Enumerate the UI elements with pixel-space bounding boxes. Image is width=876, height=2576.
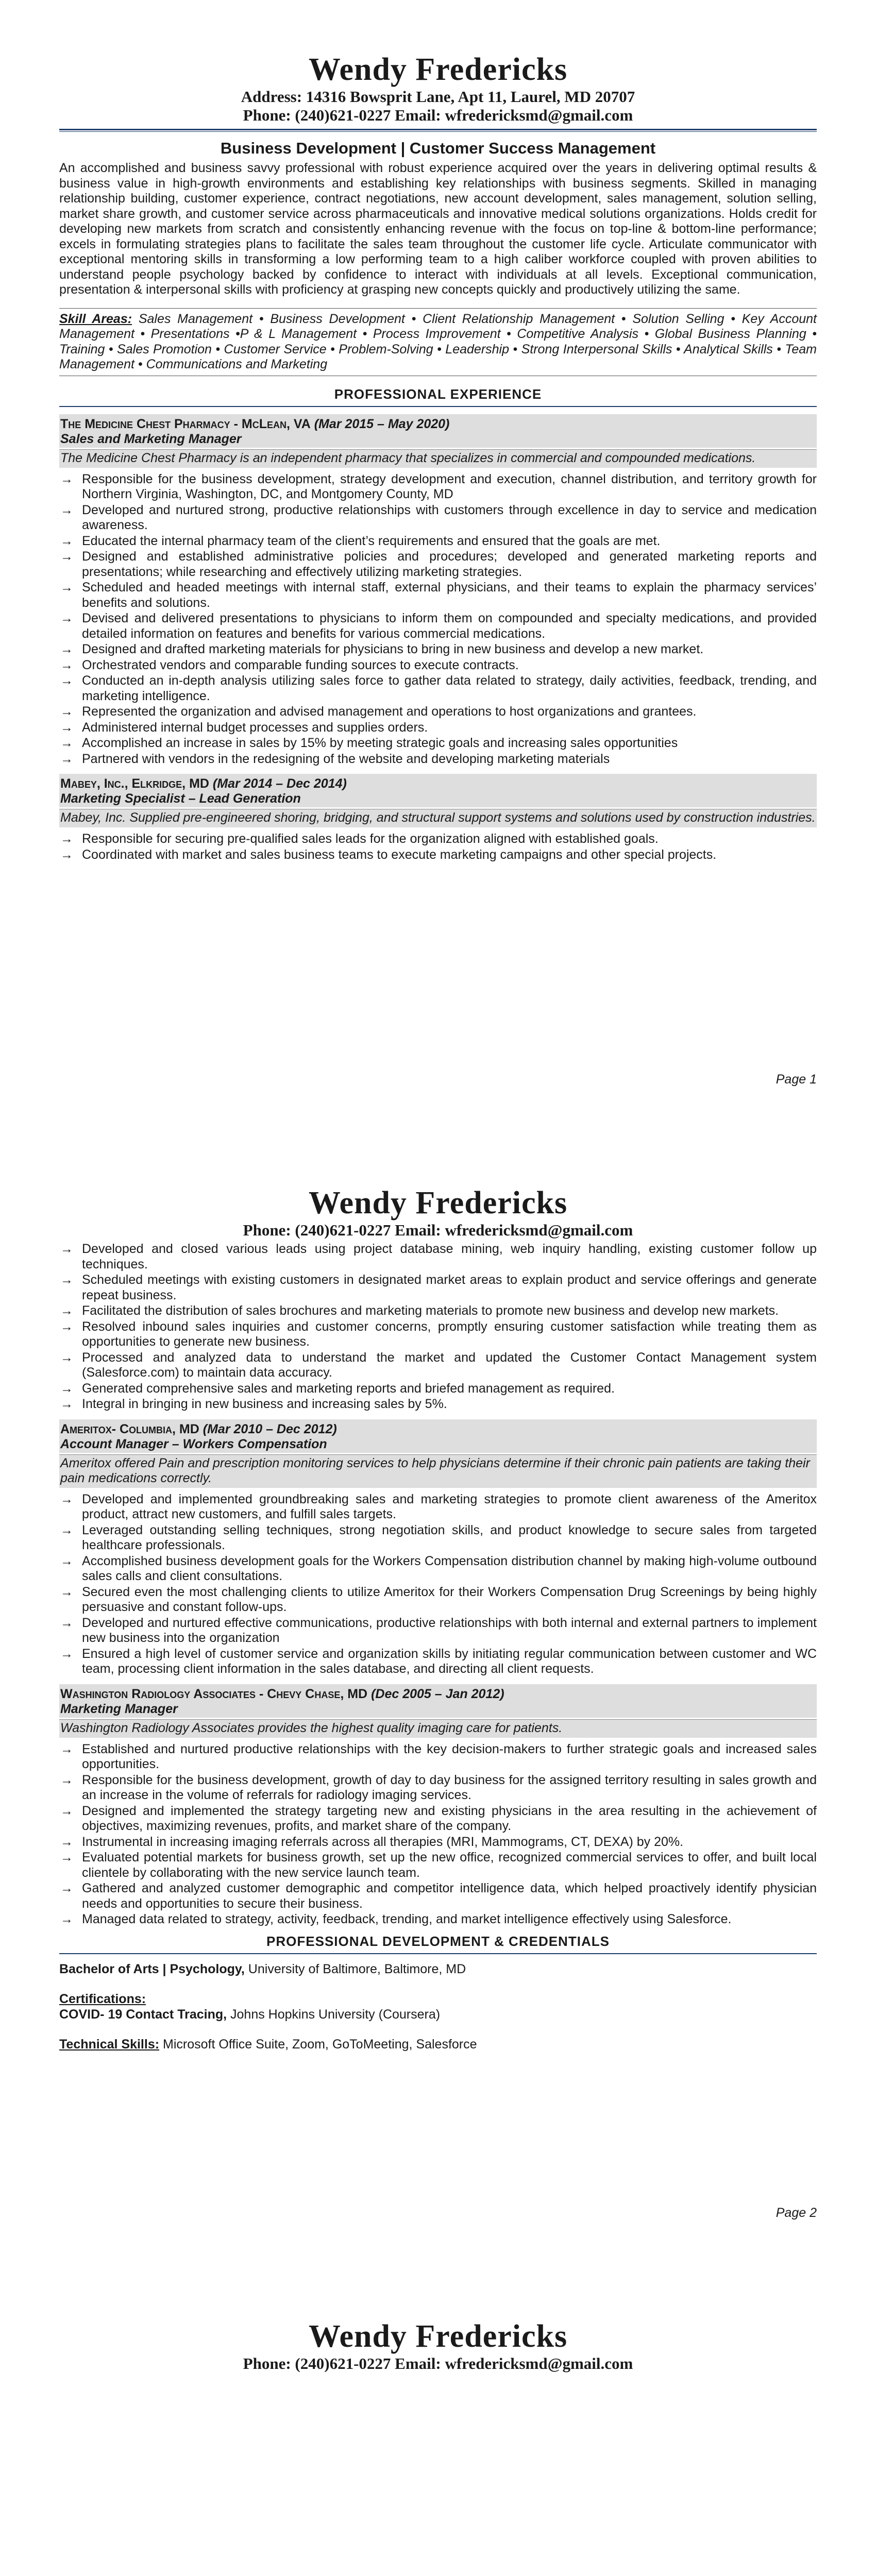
list-item: → Evaluated potential markets for business growth, set up the new office, recognized commercial services to offer, and built local clientele by collaborating with the new service launch team. [60,1850,817,1880]
job-entry [59,774,817,862]
arrow-icon: → [60,832,73,846]
job-header [59,1684,817,1718]
arrow-icon: → [60,1553,73,1568]
list-item: → Partnered with vendors in the redesigning of the website and developing marketing materials [60,751,610,766]
arrow-icon: → [60,502,73,517]
contact-line: Phone: (240)621-0227 Email: wfredericksmd@gmail.com [243,2354,633,2372]
list-item: → Facilitated the distribution of sales brochures and marketing materials to promote new business and develop new markets. [60,1303,779,1318]
arrow-icon: → [60,1319,73,1334]
list-item: → Designed and established administrative policies and procedures; developed and generated marketing reports and presentations; while researching and effectively utilizing marketing strategies. [60,549,817,579]
job-description: Ameritox offered Pain and prescription monitoring services to help physicians determine if their chronic pain patients are taking their pain medications correctly. [59,1454,817,1488]
skill-areas [59,308,817,376]
list-item: → Leveraged outstanding selling techniques, strong negotiation skills, and product knowledge to secure sales from targeted healthcare professionals. [60,1522,817,1552]
job-header [59,1419,817,1453]
list-item: → Gathered and analyzed customer demographic and competitor intelligence data, which helped proactively identify physician needs and opportunities to secure their business. [60,1881,817,1911]
job-company: Ameritox- Columbia, MD [60,1421,199,1436]
arrow-icon: → [60,1303,73,1318]
credentials-title: PROFESSIONAL DEVELOPMENT & CREDENTIALS [266,1933,610,1949]
job-title: Marketing Manager [60,1701,178,1716]
list-item: → Represented the organization and advised management and operations to host organizations and grantees. [60,704,697,719]
arrow-icon: → [60,1350,73,1365]
job-bullets [59,472,817,767]
job-dates: (Mar 2014 – Dec 2014) [212,776,347,791]
arrow-icon: → [60,611,73,625]
candidate-name: Wendy Fredericks [308,52,568,87]
list-item: → Processed and analyzed data to understand the market and updated the Customer Contact Management system (Salesforce.com) to maintain data accuracy. [60,1350,817,1380]
job-title: Marketing Specialist – Lead Generation [60,791,301,806]
page-3 [0,2267,876,2576]
candidate-name: Wendy Fredericks [308,2319,568,2354]
list-item: → Responsible for the business development, growth of day to day business for the assigned territory resulting in sales growth and an increase in the volume of referrals for radiology imaging services. [60,1772,817,1802]
page-2 [0,1133,876,2267]
skill-areas-text: Sales Management • Business Development • Client Relationship Management • Solution Selling • Key Account Management • Presentations •P & L Management • Process Improvement • Competitive Analysis • Global Business Planning • Training • Sales Promotion • Customer Service • Problem-Solving • Leadership • Strong Interpersonal Skills • Analytical Skills • Team Management • Communications and Marketing [59,311,817,371]
arrow-icon: → [60,533,73,548]
job-company: Washington Radiology Associates - Chevy Chase, MD [60,1686,368,1701]
job-description: Mabey, Inc. Supplied pre-engineered shoring, bridging, and structural support systems and solutions used by construction industries. [59,809,817,827]
page-1 [0,0,876,1133]
job-bullets [59,1492,817,1677]
arrow-icon: → [60,673,73,688]
arrow-icon: → [60,1834,73,1849]
job-dates: (Mar 2015 – May 2020) [314,416,450,431]
list-item: → Orchestrated vendors and comparable funding sources to execute contracts. [60,657,519,672]
certification-line: COVID- 19 Contact Tracing, Johns Hopkins University (Coursera) [59,2007,441,2022]
job-description: The Medicine Chest Pharmacy is an independent pharmacy that specializes in commercial and compounded medications. [59,449,817,468]
list-item: → Ensured a high level of customer service and organization skills by initiating regular communication between customer and WC team, processing client information in the sales database, and directing all client requests. [60,1646,817,1676]
list-item: → Devised and delivered presentations to physicians to inform them on compounded and specialty medications, and provided detailed information on features and benefits for various commercial medications. [60,611,817,641]
arrow-icon: → [60,1381,73,1396]
arrow-icon: → [60,847,73,862]
summary-paragraph: An accomplished and business savvy professional with robust experience acquired over the years in delivering optimal results & business value in high-growth environments and establishing key relationships with business segments. Skilled in managing relationship building, customer experience, contract negotiations, new account development, sales management, solution selling, market share growth, and customer service across pharmaceuticals and innovative medical solutions organizations. Holds credit for developing new markets from scratch and consistently enhancing revenue with the focus on top-line & bottom-line performance; excels in formulating strategies plans to facilitate the sales team throughout the customer life cycle. Articulate communicator with exceptional mentoring skills in transforming a low performing team to a high caliber workforce coupled with proven abilities to understand people psychology backed by confidence to interact with individuals at all levels. Exceptional communication, presentation & interpersonal skills with proficiency at grasping new concepts quickly and productively utilizing the same. [59,161,817,297]
list-item: → Resolved inbound sales inquiries and customer concerns, promptly ensuring customer satisfaction while treating them as opportunities to generate new business. [60,1319,817,1349]
arrow-icon: → [60,1912,73,1926]
job-entry [59,414,817,767]
arrow-icon: → [60,736,73,750]
job-header [59,414,817,448]
contact-line: Phone: (240)621-0227 Email: wfredericksmd@gmail.com [243,1221,633,1239]
arrow-icon: → [60,549,73,564]
job-header [59,774,817,807]
arrow-icon: → [60,1492,73,1506]
list-item: → Coordinated with market and sales business teams to execute marketing campaigns and other special projects. [60,847,717,862]
arrow-icon: → [60,1803,73,1818]
job-bullets [59,832,817,862]
job-title: Account Manager – Workers Compensation [60,1436,327,1451]
degree-line: Bachelor of Arts | Psychology, University of Baltimore, Baltimore, MD [59,1961,466,1976]
list-item: → Responsible for the business development, strategy development and execution, channel distribution, and territory growth for Northern Virginia, Washington, DC, and Montgomery County, MD [60,471,817,501]
certifications-label: Certifications: [59,1991,146,2006]
list-item: → Established and nurtured productive relationships with the key decision-makers to further strategic goals and increased sales opportunities. [60,1741,817,1771]
list-item: → Integral in bringing in new business and increasing sales by 5%. [60,1397,447,1411]
page-number: Page 2 [776,2206,817,2220]
section-divider [59,1953,817,1954]
list-item: → Developed and nurtured strong, productive relationships with customers through excellence in day to service and medication awareness. [60,502,817,532]
contact-line: Phone: (240)621-0227 Email: wfredericksmd@gmail.com [243,106,633,124]
candidate-name: Wendy Fredericks [308,1185,568,1221]
job-title: Sales and Marketing Manager [60,431,242,446]
arrow-icon: → [60,1772,73,1787]
list-item: → Scheduled meetings with existing customers in designated market areas to explain product and service offerings and generate repeat business. [60,1273,817,1302]
skill-areas-label: Skill Areas: [59,311,132,326]
arrow-icon: → [60,720,73,735]
list-item: → Secured even the most challenging clients to utilize Ameritox for their Workers Compensation Drug Screenings by being highly persuasive and constant follow-ups. [60,1584,817,1614]
list-item: → Designed and drafted marketing materials for physicians to bring in new business and develop a new market. [60,642,704,656]
page-number: Page 1 [776,1072,817,1087]
address-line: Address: 14316 Bowsprit Lane, Apt 11, Laurel, MD 20707 [241,88,635,106]
arrow-icon: → [60,471,73,486]
arrow-icon: → [60,1584,73,1599]
arrow-icon: → [60,1273,73,1287]
list-item: → Accomplished an increase in sales by 15% by meeting strategic goals and increasing sales opportunities [60,736,678,750]
arrow-icon: → [60,580,73,595]
list-item: → Generated comprehensive sales and marketing reports and briefed management as required. [60,1381,615,1396]
list-item: → Designed and implemented the strategy targeting new and existing physicians in the area resulting in the achievement of objectives, maximizing revenues, profits, and market share of the company. [60,1803,817,1833]
arrow-icon: → [60,1615,73,1630]
headline: Business Development | Customer Success Management [220,139,656,157]
header-divider [59,129,817,132]
list-item: → Developed and implemented groundbreaking sales and marketing strategies to promote client awareness of the Ameritox product, attract new customers, and fulfill sales targets. [60,1492,817,1521]
list-item: → Developed and closed various leads using project database mining, web inquiry handling, existing customer follow up techniques. [60,1242,817,1272]
list-item: → Educated the internal pharmacy team of the client’s requirements and ensured that the goals are met. [60,533,661,548]
list-item: → Developed and nurtured effective communications, productive relationships with both internal and external partners to implement new business into the organization [60,1615,817,1645]
experience-title: PROFESSIONAL EXPERIENCE [334,386,542,402]
list-item: → Scheduled and headed meetings with internal staff, external physicians, and their teams to explain the pharmacy services’ benefits and solutions. [60,580,817,610]
list-item: → Conducted an in-depth analysis utilizing sales force to gather data related to strategy, daily activities, feedback, trending, and marketing intelligence. [60,673,817,703]
arrow-icon: → [60,642,73,656]
job-entry [59,1419,817,1677]
arrow-icon: → [60,1397,73,1411]
technical-skills-line: Technical Skills: Microsoft Office Suite, Zoom, GoToMeeting, Salesforce [59,2037,477,2052]
list-item: → Managed data related to strategy, activity, feedback, trending, and market intelligence effectively using Salesforce. [60,1912,732,1926]
job-company: Mabey, Inc., Elkridge, MD [60,776,209,791]
arrow-icon: → [60,657,73,672]
arrow-icon: → [60,1646,73,1661]
list-item: → Accomplished business development goals for the Workers Compensation distribution channel by making high-volume outbound sales calls and client consultations. [60,1553,817,1583]
job-company: The Medicine Chest Pharmacy - McLean, VA [60,416,311,431]
list-item: → Responsible for securing pre-qualified sales leads for the organization aligned with established goals. [60,832,659,846]
list-item: → Instrumental in increasing imaging referrals across all therapies (MRI, Mammograms, CT, DEXA) by 20%. [60,1834,684,1849]
arrow-icon: → [60,1242,73,1256]
job-bullets [59,1742,817,1927]
job-entry [59,1684,817,1927]
list-item: → Administered internal budget processes and supplies orders. [60,720,428,735]
arrow-icon: → [60,1881,73,1895]
arrow-icon: → [60,751,73,766]
job-dates: (Mar 2010 – Dec 2012) [203,1421,337,1436]
section-divider [59,406,817,407]
arrow-icon: → [60,704,73,719]
arrow-icon: → [60,1850,73,1865]
arrow-icon: → [60,1741,73,1756]
job-bullets [59,1242,817,1412]
job-description: Washington Radiology Associates provides the highest quality imaging care for patients. [59,1719,817,1738]
arrow-icon: → [60,1522,73,1537]
job-dates: (Dec 2005 – Jan 2012) [371,1686,504,1701]
